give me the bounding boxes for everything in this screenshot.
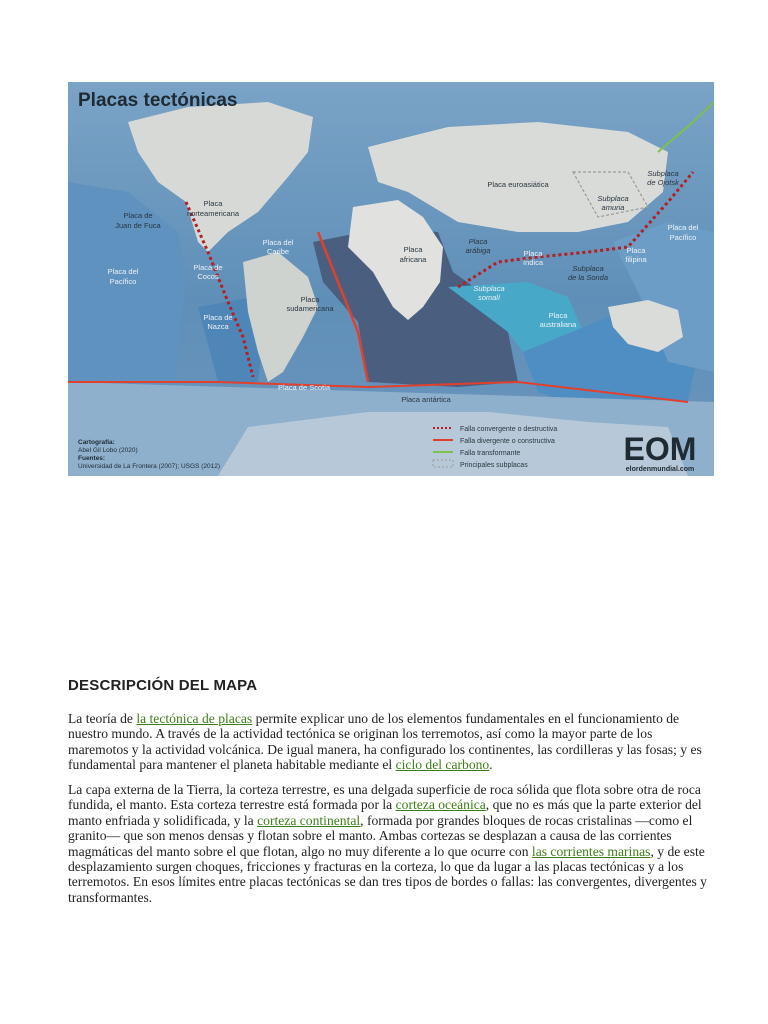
label-norteamericana-2: norteamericana (186, 209, 240, 218)
label-india-2: índica (522, 258, 544, 267)
label-filipina-1: Placa (626, 246, 646, 255)
label-somali-2: somalí (477, 293, 501, 302)
label-ojotsk-2: de Ojotsk (647, 178, 679, 187)
map-title: Placas tectónicas (78, 90, 238, 111)
eom-logo (624, 431, 697, 473)
credits-fuentes-value: Universidad de La Frontera (2007); USGS (2012) (78, 463, 220, 470)
logo-mark: EOM (623, 431, 697, 467)
label-amuria-1: Subplaca (597, 194, 629, 203)
tectonic-plates-map (68, 82, 714, 476)
label-india-1: Placa (523, 249, 543, 258)
label-caribe-1: Placa del (262, 238, 294, 247)
legend-label-subplates: Principales subplacas (460, 462, 528, 469)
credits-fuentes-label: Fuentes: (78, 455, 106, 462)
section-heading: DESCRIPCIÓN DEL MAPA (68, 677, 258, 694)
link-corteza-oceanica[interactable]: corteza oceánica (395, 797, 486, 813)
label-filipina-2: filipina (625, 255, 647, 264)
label-australiana-1: Placa (548, 311, 568, 320)
link-ciclo-del-carbono[interactable]: ciclo del carbono (395, 757, 490, 773)
paragraph-1 (68, 711, 708, 773)
label-nazca-2: Nazca (207, 322, 229, 331)
label-pacifico-left-1: Placa del (107, 267, 139, 276)
label-sudamericana-2: sudamericana (286, 304, 334, 313)
label-amuria-2: amuria (601, 203, 625, 212)
link-corrientes-marinas[interactable]: las corrientes marinas (531, 843, 651, 859)
label-africana-2: africana (399, 255, 427, 264)
label-cocos-1: Placa de (193, 263, 223, 272)
label-cocos-2: Cocos (197, 272, 219, 281)
label-africana-1: Placa (403, 245, 423, 254)
paragraph-2-text-3: , formada por grandes bloques de rocas cristalinas —como el granito— que son menos densas y flotan sobre el manto. Ambas cortezas se desplazan a causa de las corrientes magmáticas del manto sobre el que flotan, algo no muy diferente a lo que ocurre con (68, 812, 693, 859)
link-corteza-continental[interactable]: corteza continental (257, 812, 361, 828)
label-juan-de-fuca-2: Juan de Fuca (115, 221, 161, 230)
paragraph-1-text-2: permite explicar uno de los elementos fundamentales en el funcionamiento de nuestro mundo. A través de la actividad tectónica se originan los terremotos, así como la mayor parte de los maremotos y la actividad volcánica. De igual manera, ha configurado los continentes, las cordilleras y las fosas; y es fundamental para mantener el planeta habitable mediante el (68, 711, 702, 773)
label-sonda-2: de la Sonda (567, 273, 609, 282)
paragraph-2-text-4: , y de este desplazamiento surgen choques, fricciones y fracturas en la corteza, lo que da lugar a las placas tectónicas y a los terremotos. En esos límites entre placas tectónicas se dan tres tipos de bordes o fallas: las convergentes, divergentes y transformantes. (68, 843, 707, 905)
label-pacifico-right-1: Placa del (667, 223, 699, 232)
logo-site: elordenmundial.com (625, 466, 695, 473)
legend-label-convergent: Falla convergente o destructiva (460, 426, 558, 433)
label-pacifico-right-2: Pacífico (669, 233, 697, 242)
paragraph-1-text-3: . (489, 757, 493, 773)
label-ojotsk-1: Subplaca (647, 169, 679, 178)
credits-cartografia-value: Abel Gil Lobo (2020) (78, 447, 138, 454)
label-sonda-1: Subplaca (572, 264, 604, 273)
label-somali-1: Subplaca (473, 284, 505, 293)
label-arabiga-1: Placa (468, 237, 488, 246)
paragraph-2-text-2: , que no es más que la parte exterior del manto enfriada y solidificada, y la (68, 797, 702, 828)
label-sudamericana-1: Placa (300, 295, 320, 304)
paragraph-2-text-1: La capa externa de la Tierra, la corteza terrestre, es una delgada superficie de roca sólida que flota sobre otra de roca fundida, el manto. Esta corteza terrestre está formada por la (68, 782, 701, 813)
credits-cartografia-label: Cartografía: (78, 439, 115, 446)
label-norteamericana-1: Placa (203, 199, 223, 208)
label-australiana-2: australiana (539, 320, 577, 329)
label-antartica: Placa antártica (401, 395, 451, 404)
legend-label-divergent: Falla divergente o constructiva (460, 438, 555, 445)
paragraph-2 (68, 782, 708, 905)
label-nazca-1: Placa de (203, 313, 233, 322)
label-euroasiatica: Placa euroasiática (487, 180, 549, 189)
map-graphic (68, 82, 714, 476)
label-scotia: Placa de Scotia (277, 383, 331, 392)
label-pacifico-left-2: Pacífico (109, 277, 137, 286)
label-juan-de-fuca-1: Placa de (123, 211, 153, 220)
paragraph-1-text-1: La teoría de (68, 711, 137, 726)
legend-label-transform: Falla transformante (460, 450, 521, 457)
label-caribe-2: Caribe (266, 247, 290, 256)
label-arabiga-2: arábiga (465, 246, 491, 255)
link-tectonica-de-placas[interactable]: la tectónica de placas (136, 711, 253, 726)
